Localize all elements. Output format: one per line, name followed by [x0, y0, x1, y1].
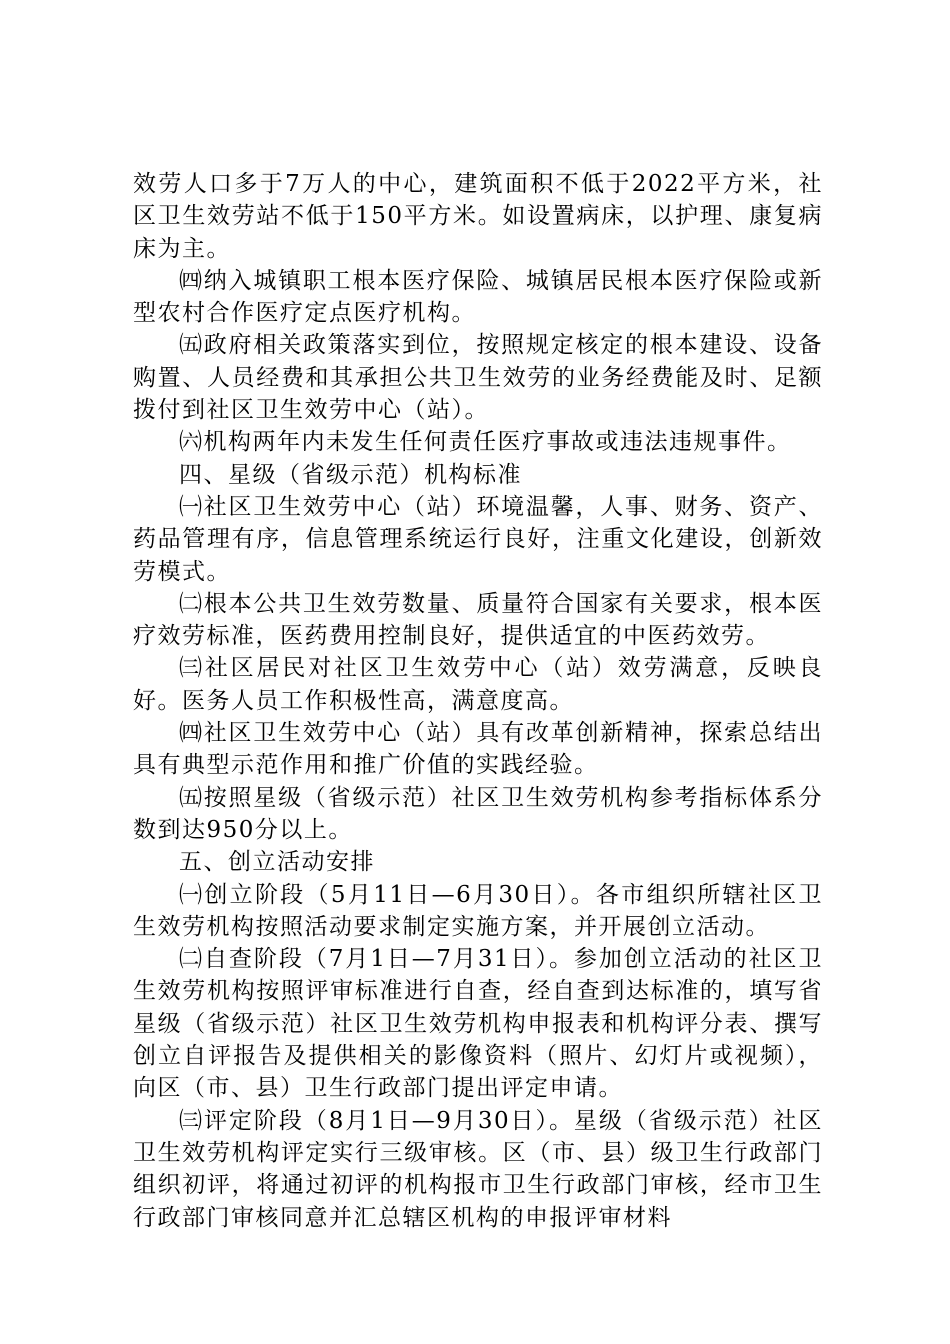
- paragraph-item-5b: ㈤按照星级（省级示范）社区卫生效劳机构参考指标体系分数到达950分以上。: [133, 784, 823, 843]
- paragraph-item-4: ㈣纳入城镇职工根本医疗保险、城镇居民根本医疗保险或新型农村合作医疗定点医疗机构。: [133, 267, 823, 327]
- paragraph-continuation: 效劳人口多于7万人的中心，建筑面积不低于2022平方米，社区卫生效劳站不低于150平方米。如设置病床，以护理、康复病床为主。: [133, 171, 823, 262]
- paragraph-item-5: ㈤政府相关政策落实到位，按照规定核定的根本建设、设备购置、人员经费和其承担公共卫生效劳的业务经费能及时、足额拨付到社区卫生效劳中心（站）。: [133, 332, 823, 424]
- section-heading-4: 四、星级（省级示范）机构标准: [179, 461, 522, 488]
- paragraph-item-6: ㈥机构两年内未发生任何责任医疗事故或违法违规事件。: [179, 429, 792, 456]
- paragraph-item-2: ㈡根本公共卫生效劳数量、质量符合国家有关要求，根本医疗效劳标准，医药费用控制良好，提供适宜的中医药效劳。: [133, 590, 823, 650]
- paragraph-item-1: ㈠社区卫生效劳中心（站）环境温馨，人事、财务、资产、药品管理有序，信息管理系统运行良好，注重文化建设，创新效劳模式。: [133, 493, 823, 585]
- paragraph-item-4b: ㈣社区卫生效劳中心（站）具有改革创新精神，探索总结出具有典型示范作用和推广价值的实践经验。: [133, 720, 823, 779]
- paragraph-stage-1: ㈠创立阶段（5月11日—6月30日）。各市组织所辖社区卫生效劳机构按照活动要求制定实施方案，并开展创立活动。: [133, 881, 823, 940]
- paragraph-stage-3: ㈢评定阶段（8月1日—9月30日）。星级（省级示范）社区卫生效劳机构评定实行三级审核。区（市、县）级卫生行政部门组织初评，将通过初评的机构报市卫生行政部门审核，经市卫生行政部门审核同意并汇总辖区机构的申报评审材料: [133, 1107, 823, 1231]
- paragraph-stage-2: ㈡自查阶段（7月1日—7月31日）。参加创立活动的社区卫生效劳机构按照评审标准进行自查，经自查到达标准的，填写省星级（省级示范）社区卫生效劳机构申报表和机构评分表、撰写创立自评报告及提供相关的影像资料（照片、幻灯片或视频），向区（市、县）卫生行政部门提出评定申请。: [133, 946, 823, 1102]
- paragraph-item-3: ㈢社区居民对社区卫生效劳中心（站）效劳满意，反映良好。医务人员工作积极性高，满意度高。: [133, 655, 823, 714]
- document-body: [133, 168, 823, 1234]
- section-heading-5: 五、创立活动安排: [179, 849, 375, 876]
